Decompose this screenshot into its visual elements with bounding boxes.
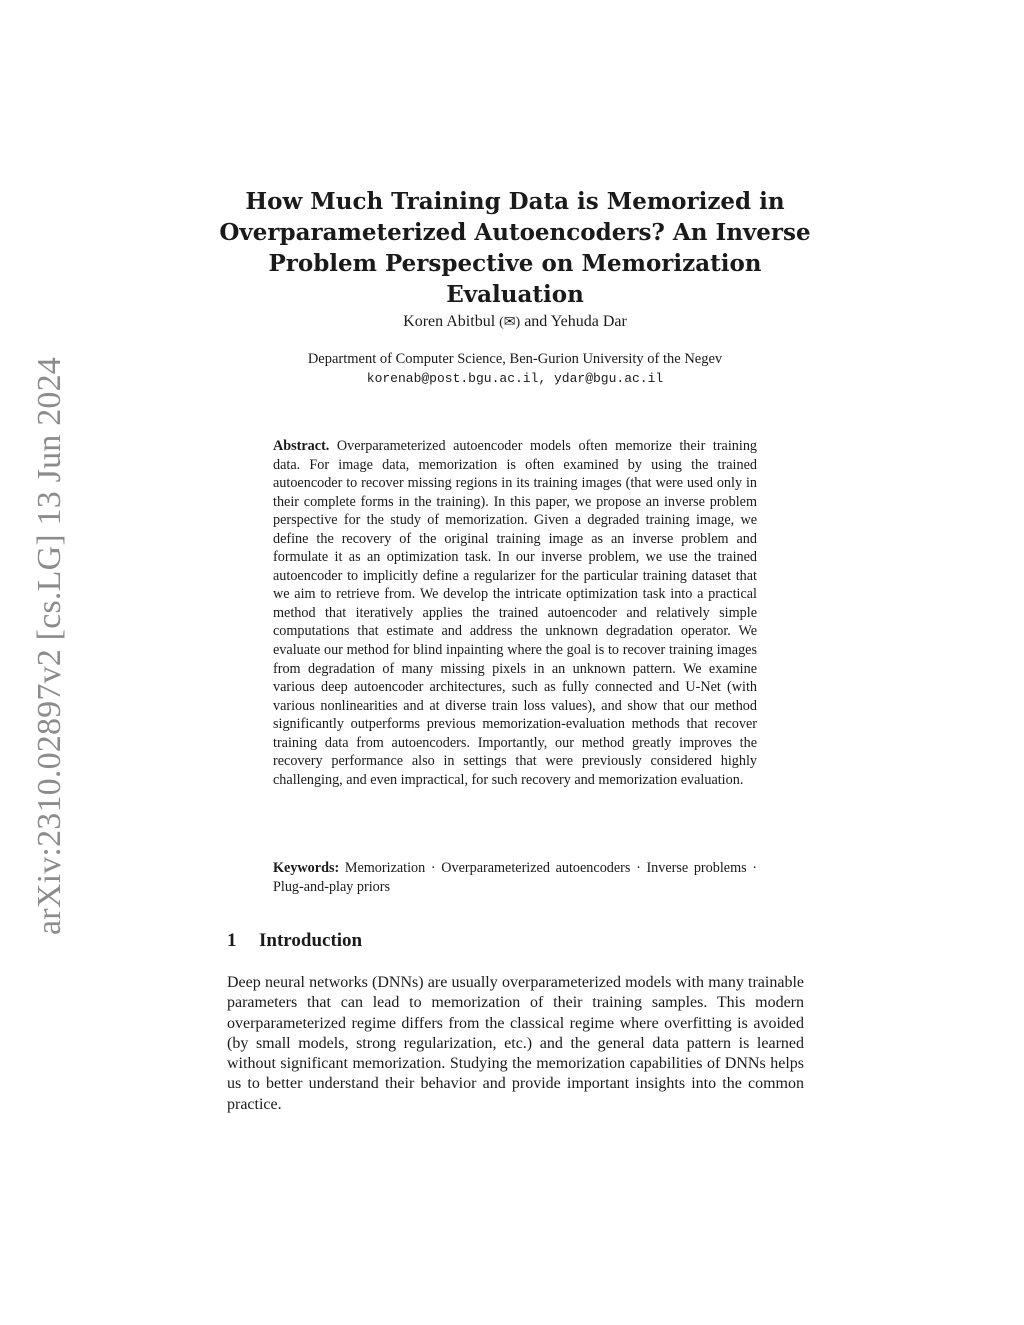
abstract [273,437,757,789]
paper-title [200,186,830,310]
section-title: Introduction [259,930,363,951]
arxiv-side-stamp [14,352,86,940]
abstract-text: Overparameterized autoencoder models often memorize their training data. For image data, memorization is often examined by using the trained autoencoder to recover missing regions in its training images (that were used only in their complete forms in the training). In this paper, we propose an inverse problem perspective for the study of memorization. Given a degraded training image, we define the recovery of the original training image as an inverse problem and formulate it as an optimization task. In our inverse problem, we use the trained autoencoder to implicitly define a regularizer for the particular training dataset that we aim to retrieve from. We develop the intricate optimization task into a practical method that iteratively applies the trained autoencoder and relatively simple computations that estimate and address the unknown degradation operator. We evaluate our method for blind inpainting where the goal is to recover training images from degradation of many missing pixels in an unknown pattern. We examine various deep autoencoder architectures, such as fully connected and U-Net (with various nonlinearities and at diverse train loss values), and show that our method significantly outperforms previous memorization-evaluation methods that recover training data from autoencoders. Importantly, our method greatly improves the recovery performance also in settings that were previously considered highly challenging, and even impractical, for such recovery and memorization evaluation. [273,438,758,788]
affiliation [200,349,830,389]
title-line: How Much Training Data is Memorized in [245,188,785,215]
title-line: Overparameterized Autoencoders? An Inverse [219,219,811,246]
mail-icon: (✉) [499,315,521,330]
keywords [273,859,757,896]
author-connector: and [524,313,548,330]
section-number: 1 [227,930,237,951]
author-name: Koren Abitbul [403,313,496,330]
introduction-paragraph: Deep neural networks (DNNs) are usually overparameterized models with many trainable parameters that can lead to memorization of their training samples. This modern overparameterized regime differs from the classical regime where overfitting is avoided (by small models, strong regularization, etc.) and the general data pattern is learned without significant memorization. Studying the memorization capabilities of DNNs helps us to better understand their behavior and provide important insights into the common practice. [227,974,804,1113]
keywords-text: Memorization · Overparameterized autoencoders · Inverse problems · Plug-and-play priors [273,860,758,895]
author-emails: korenab@post.bgu.ac.il, ydar@bgu.ac.il [366,371,664,386]
department: Department of Computer Science, Ben-Gurion University of the Negev [307,351,723,367]
abstract-label: Abstract. [273,438,330,454]
keywords-label: Keywords: [273,860,340,876]
section-heading [227,930,362,952]
author-name: Yehuda Dar [550,313,627,330]
title-line: Problem Perspective on Memorization Evaluation [268,250,762,308]
arxiv-identifier: arXiv:2310.02897v2 [cs.LG] 13 Jun 2024 [31,357,69,935]
author-list [200,313,830,331]
